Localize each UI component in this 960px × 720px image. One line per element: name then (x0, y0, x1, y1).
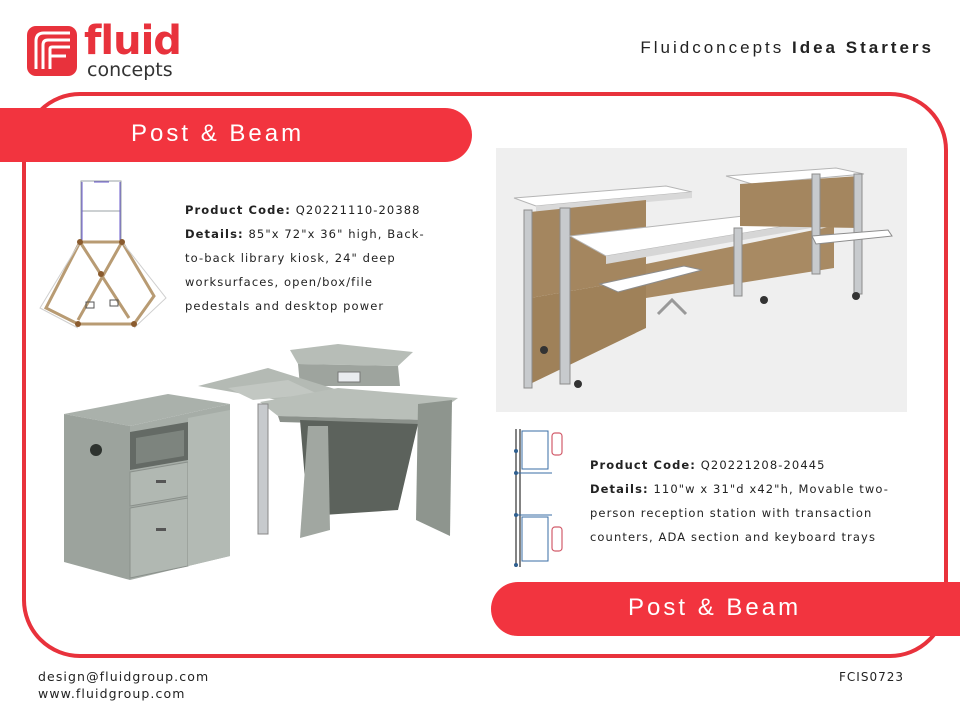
banner-top (0, 108, 472, 162)
banner-bottom-label: Post & Beam (628, 594, 802, 621)
product-1-code: Q20221110-20388 (295, 203, 421, 217)
product-1-code-label: Product Code: (185, 203, 292, 217)
product-2-details-label: Details: (590, 482, 649, 496)
product-2-info (590, 453, 920, 549)
footer-email-link[interactable]: design@fluidgroup.com (38, 669, 210, 684)
footer-contact (38, 668, 209, 702)
reception-product-image (496, 148, 907, 412)
kiosk-plan-drawing (34, 178, 169, 330)
header-brand: Fluidconcepts (640, 38, 785, 57)
logo-word: fluid (84, 18, 181, 64)
banner-bottom (491, 582, 960, 636)
fluidconcepts-logo (26, 18, 186, 82)
logo-subword: concepts (87, 59, 173, 81)
header-tagline (640, 38, 934, 58)
product-2-details: 110"w x 31"d x42"h, Movable two-person reception station with transaction counters, ADA section and keyboard trays (590, 482, 890, 544)
product-1-info (185, 198, 440, 318)
kiosk-product-image (38, 330, 470, 604)
product-2-code: Q20221208-20445 (700, 458, 826, 472)
product-1-details-label: Details: (185, 227, 244, 241)
footer-doc-code: FCIS0723 (839, 670, 904, 684)
footer-website-link[interactable]: www.fluidgroup.com (38, 686, 186, 701)
banner-top-label: Post & Beam (131, 120, 305, 147)
header-title: Idea Starters (792, 38, 934, 57)
reception-plan-drawing (506, 425, 572, 571)
logo-mark-icon (26, 25, 78, 77)
product-1-details: 85"x 72"x 36" high, Back-to-back library kiosk, 24" deep worksurfaces, open/box/file pedestals and desktop power (185, 227, 425, 313)
product-2-code-label: Product Code: (590, 458, 697, 472)
